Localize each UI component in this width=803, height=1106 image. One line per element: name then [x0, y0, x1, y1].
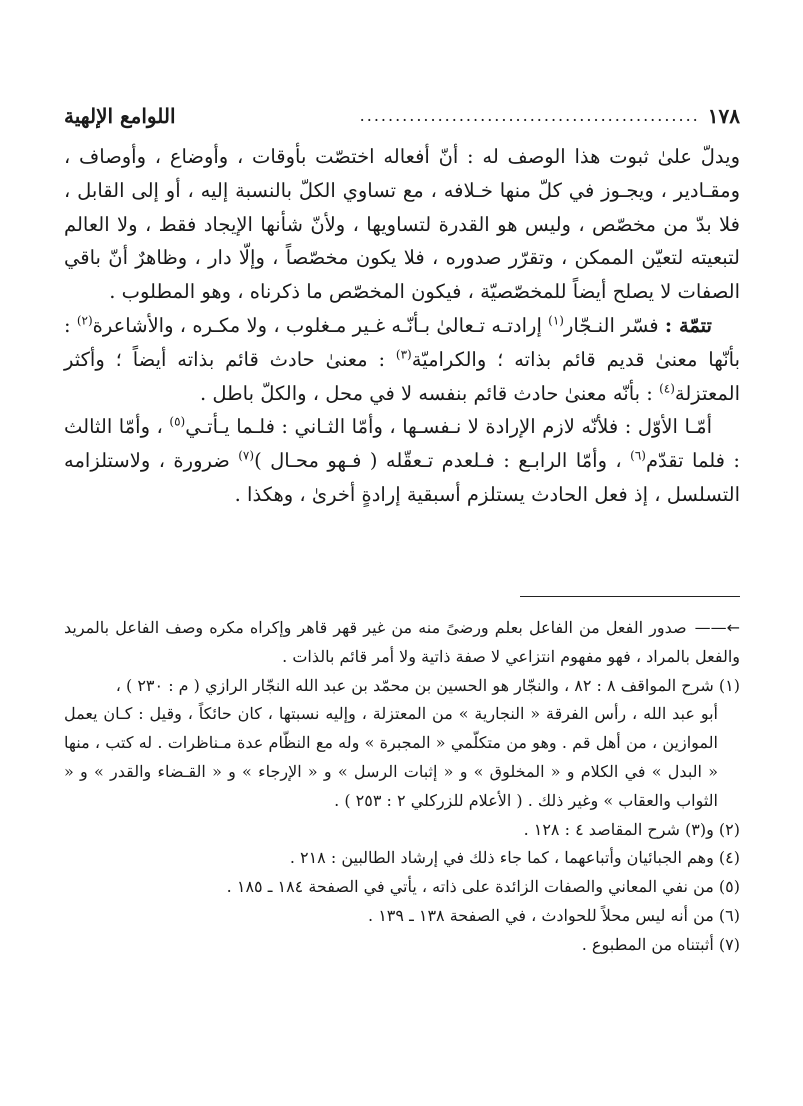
footnote-6: (٦) من أنه ليس محلاً للحوادث ، في الصفحة ١٣٨ ـ ١٣٩ . — [368, 905, 740, 925]
p2-text-c: : بأنّها معنىٰ قديم قائم بذاته ؛ والكراميّة — [64, 313, 741, 371]
page-number: ١٧٨ — [707, 104, 740, 128]
p2-text-b: إرادتـه تـعالىٰ بـأنّـه غـير مـغلوب ، ولا مكـره ، والأشاعرة — [92, 313, 549, 337]
header-leader-dots: ................................................ — [359, 108, 700, 124]
footnote-5: (٥) من نفي المعاني والصفات الزائدة على ذاته ، يأتي في الصفحة ١٨٤ ـ ١٨٥ . — [226, 877, 740, 897]
running-title: اللوامع الإلهية — [64, 104, 176, 128]
footnote-continuation — [64, 614, 740, 672]
paragraph-1: ويدلّ علىٰ ثبوت هذا الوصف له : أنّ أفعاله اختصّت بأوقات ، وأوضاع ، وأوصاف ، ومقـادير ، ويجـوز في كلّ منها خـلافه ، مع تساوي الكلّ بالنسبة إليه ، أو إلى القابل ، فلا بدّ من مخصّص ، وليس هو القدرة لتساويها ، ولأنّ شأنها الإيجاد فقط ، ولا العالم لتبعيته لتعيّن الممكن ، وتقرّر صدوره ، فلا يكون مخصّصاً ، وإلّا دار ، وظاهرٌ أنّ باقي الصفات لا يصلح أيضاً للمخصّصيّة ، فيكون المخصّص ما ذكرناه ، وهو المطلوب . — [64, 145, 740, 304]
footnote-continuation-text: صدور الفعل من الفاعل بعلم ورضىً منه من غير قهر قاهر وإكراه مكره وصف الفاعل بالمريد والفعل بالمراد ، فهو مفهوم انتزاعي لا صفة ذاتية ولا أمر قائم بالذات . — [64, 618, 740, 666]
p3-text-c: ، وأمّا الرابـع : فـلعدم تـعقّله ( فـهو محـال ) — [254, 449, 631, 473]
p2-text-e: : بأنّه معنىٰ حادث قائم بنفسه لا في محل ، والكلّ باطل . — [199, 381, 660, 405]
tatimma-heading: تتمّة : — [664, 313, 712, 337]
footnotes — [64, 614, 740, 960]
footnote-ref-4[interactable]: (٤) — [659, 381, 675, 396]
p2-text-a: فسّر النـجّار — [563, 313, 665, 337]
main-text — [64, 140, 740, 512]
footnote-ref-2[interactable]: (٢) — [76, 313, 93, 328]
footnote-1: (١) شرح المواقف ٨ : ٨٢ ، والنجّار هو الحسين بن محمّد بن عبد الله النجّار الرازي ( م : ٢٣٠ ) ، — [115, 675, 740, 695]
paragraph-3 — [64, 410, 740, 511]
p3-text-b: ، وأمّا الثالث : فلما تقدّم — [64, 415, 740, 473]
paragraph-2 — [64, 309, 740, 410]
continuation-arrow-icon: ←—— — [694, 618, 740, 637]
footnote-ref-3[interactable]: (٣) — [395, 347, 412, 362]
footnote-ref-1[interactable]: (١) — [548, 313, 564, 328]
footnote-7: (٧) أثبتناه من المطبوع . — [581, 934, 740, 954]
footnote-ref-7[interactable]: (٧) — [238, 448, 255, 463]
footnote-separator — [520, 596, 740, 597]
footnote-1-continuation: أبو عبد الله ، رأس الفرقة « النجارية » من المعتزلة ، وإليه نسبتها ، كان حائكاً ، وقيل : كـان يعمل الموازين ، من أهل قم . وهو من متكلّمي « المجبرة » وله مع النظّام عدة مـناظرات . له كتب ، منها « البدل » في الكلام و « المخلوق » و « إثبات الرسل » و « الإرجاء » و « القـضاء والقدر » و « الثواب والعقاب » وغير ذلك . ( الأعلام للزركلي ٢ : ٢٥٣ ) . — [64, 704, 718, 810]
footnote-2-3: (٢) و(٣) شرح المقاصد ٤ : ١٢٨ . — [523, 819, 740, 839]
p3-text-d: ضرورة ، ولاستلزامه التسلسل ، إذ فعل الحادث يستلزم أسبقية إرادةٍ أخرىٰ ، وهكذا . — [64, 449, 740, 506]
footnote-ref-5[interactable]: (٥) — [169, 414, 186, 429]
running-header — [64, 94, 740, 128]
p3-text-a: أمّـا الأوّل : فلأنّه لازم الإرادة لا نـفسـها ، وأمّا الثـاني : فلـما يـأتـي — [185, 415, 712, 439]
p2-text-d: : معنىٰ حادث قائم بذاته أيضاً ؛ وأكثر المعتزلة — [64, 347, 740, 405]
footnote-4: (٤) وهم الجبائيان وأتباعهما ، كما جاء ذلك في إرشاد الطالبين : ٢١٨ . — [289, 848, 740, 868]
footnote-ref-6[interactable]: (٦) — [630, 448, 646, 463]
